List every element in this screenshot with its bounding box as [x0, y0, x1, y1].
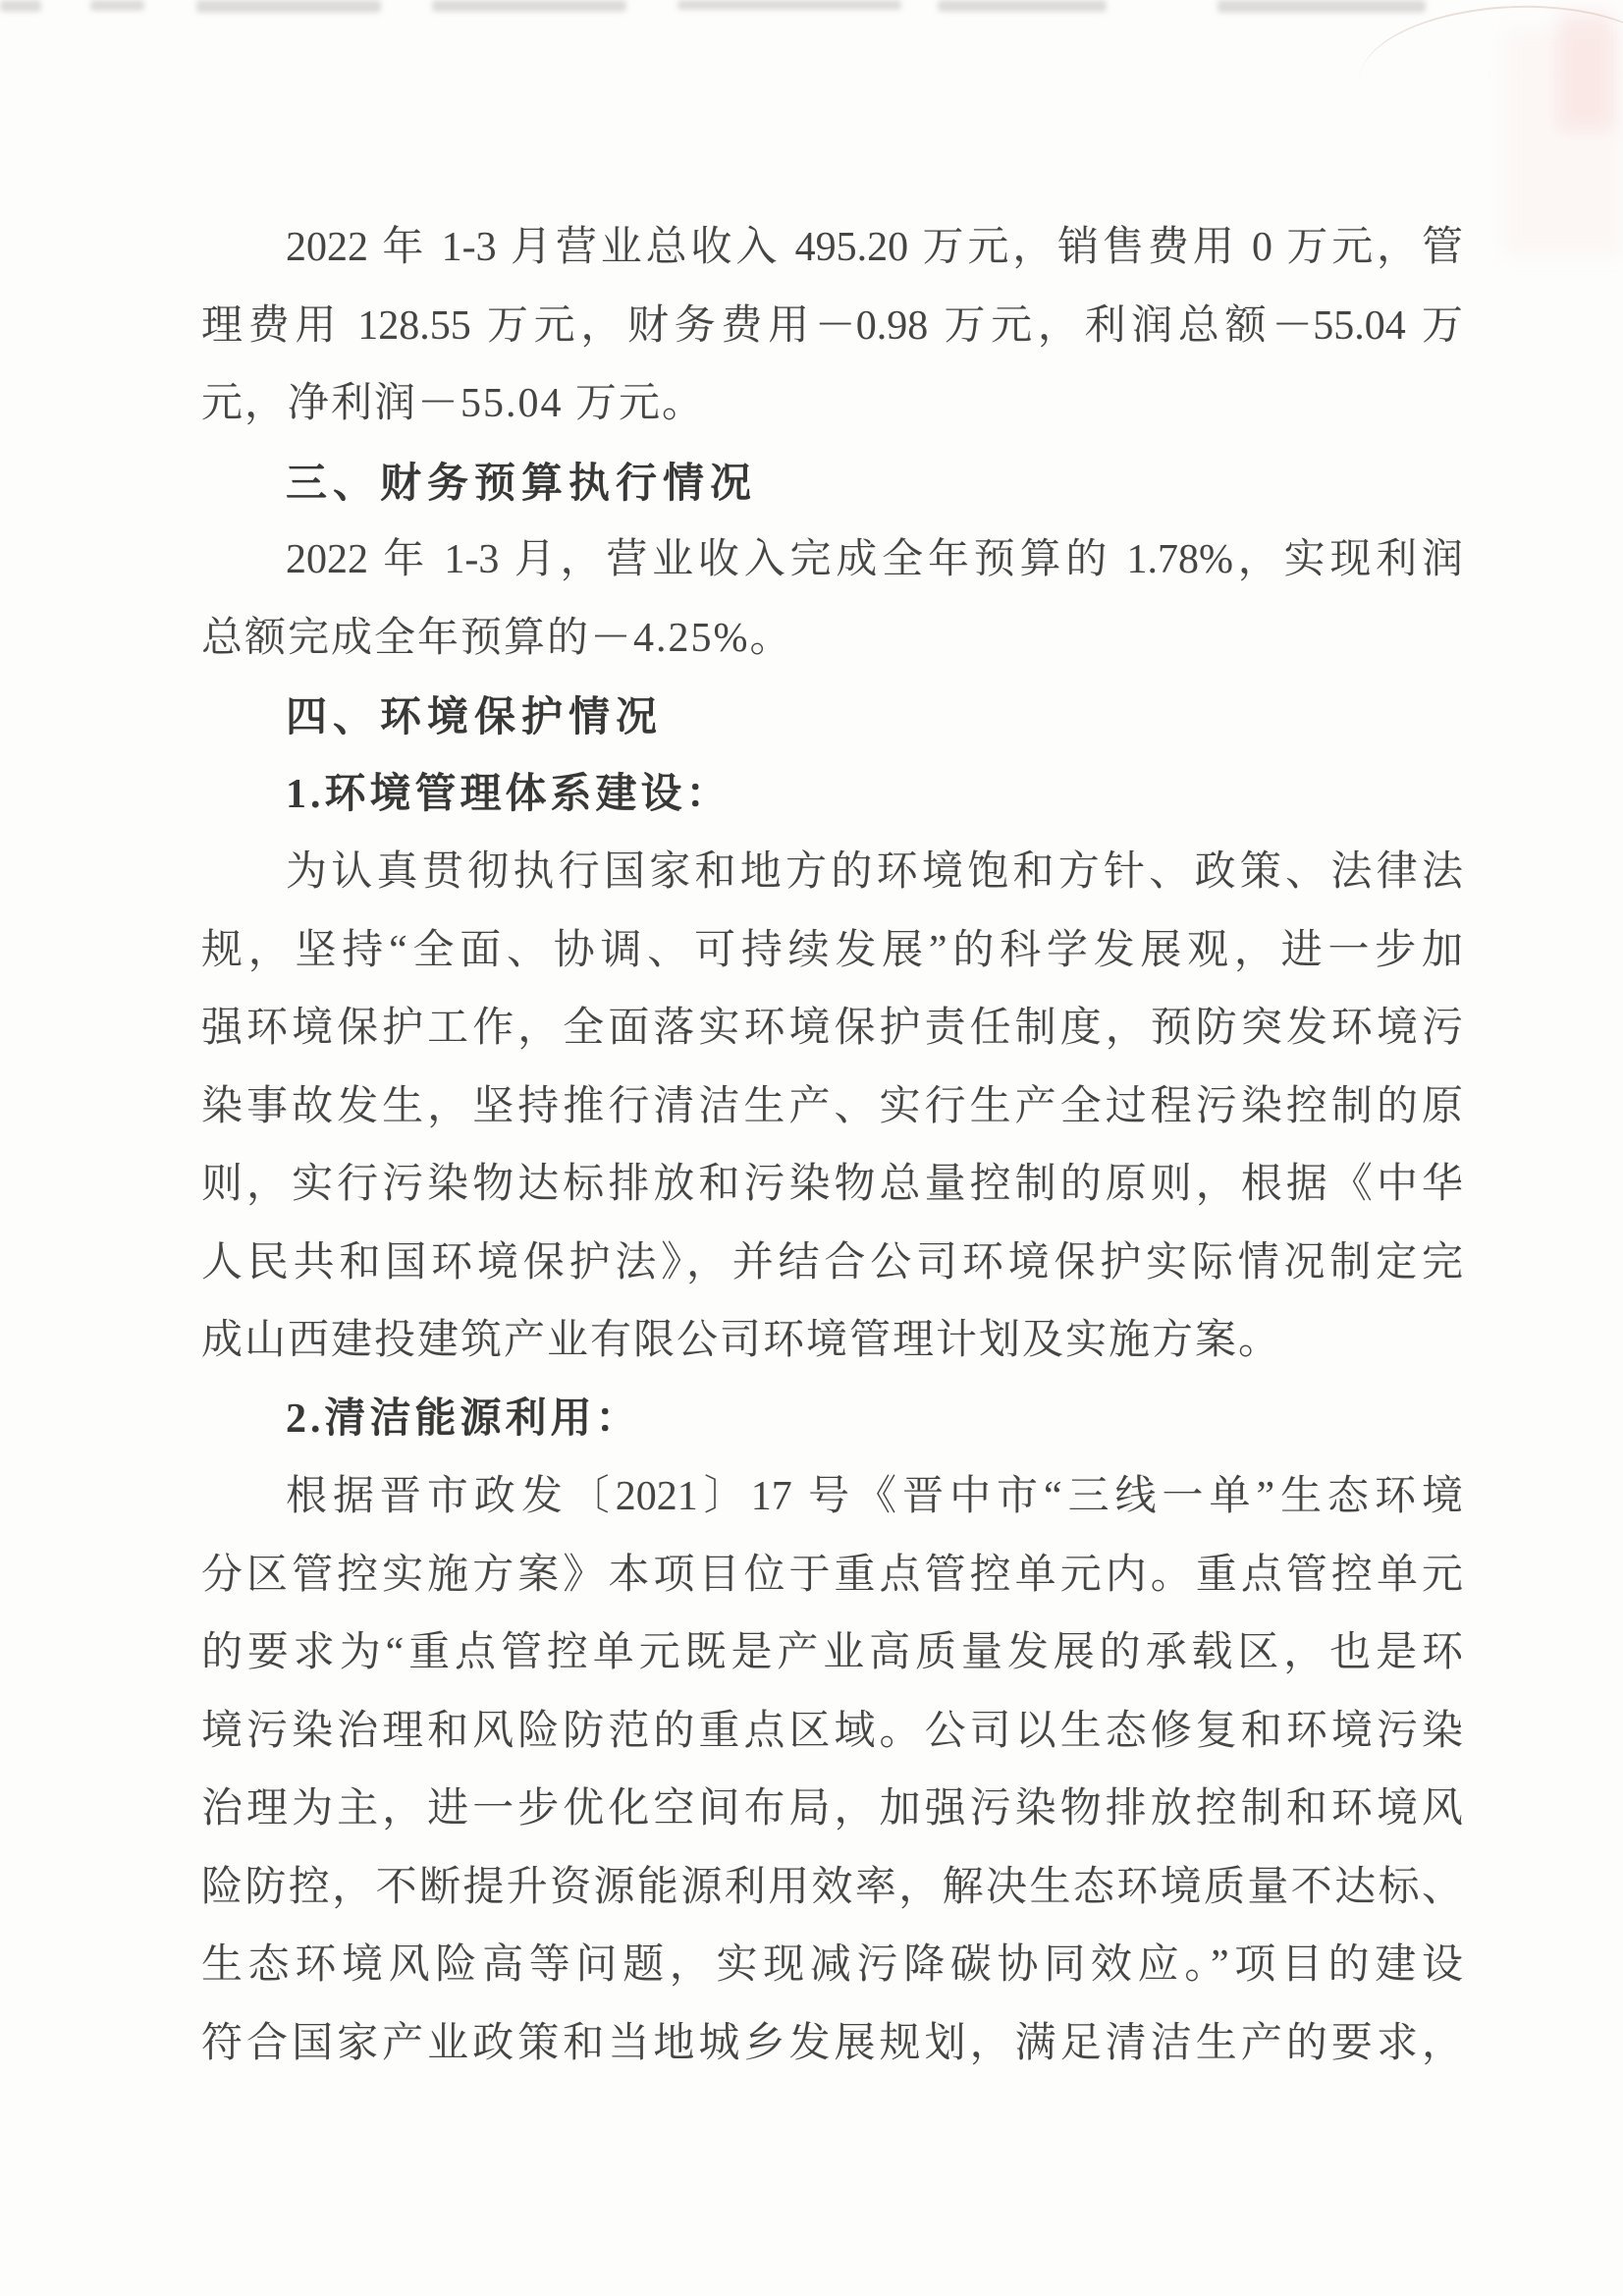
scan-artifact-top-edge [677, 0, 901, 10]
section-heading: 三、财务预算执行情况 [286, 459, 758, 506]
paragraph-line: 人民共和国环境保护法》，并结合公司环境保护实际情况制定完 [201, 1239, 1463, 1285]
scan-artifact-top-edge [0, 0, 41, 12]
subsection-heading: 2.清洁能源利用： [286, 1395, 641, 1442]
scan-artifact-top-edge [90, 0, 144, 11]
scan-artifact-top-edge [938, 0, 1107, 12]
scan-artifact-top-edge [196, 0, 381, 13]
paragraph-line: 生态环境风险高等问题，实现减污降碳协同效应。”项目的建设 [201, 1942, 1463, 1988]
paragraph-line: 根据晋市政发〔2021〕17 号《晋中市“三线一单”生态环境 [286, 1474, 1463, 1519]
paragraph-line: 险防控，不断提升资源能源利用效率，解决生态环境质量不达标、 [201, 1864, 1463, 1910]
paragraph-line: 分区管控实施方案》本项目位于重点管控单元内。重点管控单元 [201, 1552, 1463, 1598]
paragraph-line: 总额完成全年预算的－4.25%。 [201, 615, 793, 661]
scan-artifact-top-edge [1217, 0, 1426, 13]
scan-artifact-pink-stain [1505, 29, 1623, 255]
paragraph-line: 元，净利润－55.04 万元。 [201, 381, 706, 426]
paragraph-line: 为认真贯彻执行国家和地方的环境饱和方针、政策、法律法 [286, 849, 1463, 895]
paragraph-line: 符合国家产业政策和当地城乡发展规划，满足清洁生产的要求， [201, 2020, 1463, 2066]
paragraph-line: 2022 年 1-3 月，营业收入完成全年预算的 1.78%，实现利润 [286, 537, 1463, 582]
paragraph-line: 染事故发生，坚持推行清洁生产、实行生产全过程污染控制的原 [201, 1083, 1463, 1129]
document-body [201, 209, 1463, 2083]
paragraph-line: 理费用 128.55 万元，财务费用－0.98 万元，利润总额－55.04 万 [201, 302, 1463, 349]
scan-artifact-top-edge [432, 0, 626, 12]
paragraph-line: 的要求为“重点管控单元既是产业高质量发展的承载区，也是环 [201, 1630, 1463, 1675]
paragraph-line: 治理为主，进一步优化空间布局，加强污染物排放控制和环境风 [201, 1786, 1463, 1831]
subsection-heading: 1.环境管理体系建设： [286, 771, 731, 817]
paragraph-line: 成山西建投建筑产业有限公司环境管理计划及实施方案。 [201, 1318, 1282, 1363]
paragraph-line: 则，实行污染物达标排放和污染物总量控制的原则，根据《中华 [201, 1162, 1463, 1207]
section-heading: 四、环境保护情况 [286, 693, 664, 739]
paragraph-line: 强环境保护工作，全面落实环境保护责任制度，预防突发环境污 [201, 1006, 1463, 1051]
paragraph-line: 规，坚持“全面、协调、可持续发展”的科学发展观，进一步加 [201, 927, 1463, 973]
paragraph-line: 2022 年 1-3 月营业总收入 495.20 万元，销售费用 0 万元，管 [286, 225, 1463, 270]
paragraph-line: 境污染治理和风险防范的重点区域。公司以生态修复和环境污染 [201, 1708, 1463, 1754]
